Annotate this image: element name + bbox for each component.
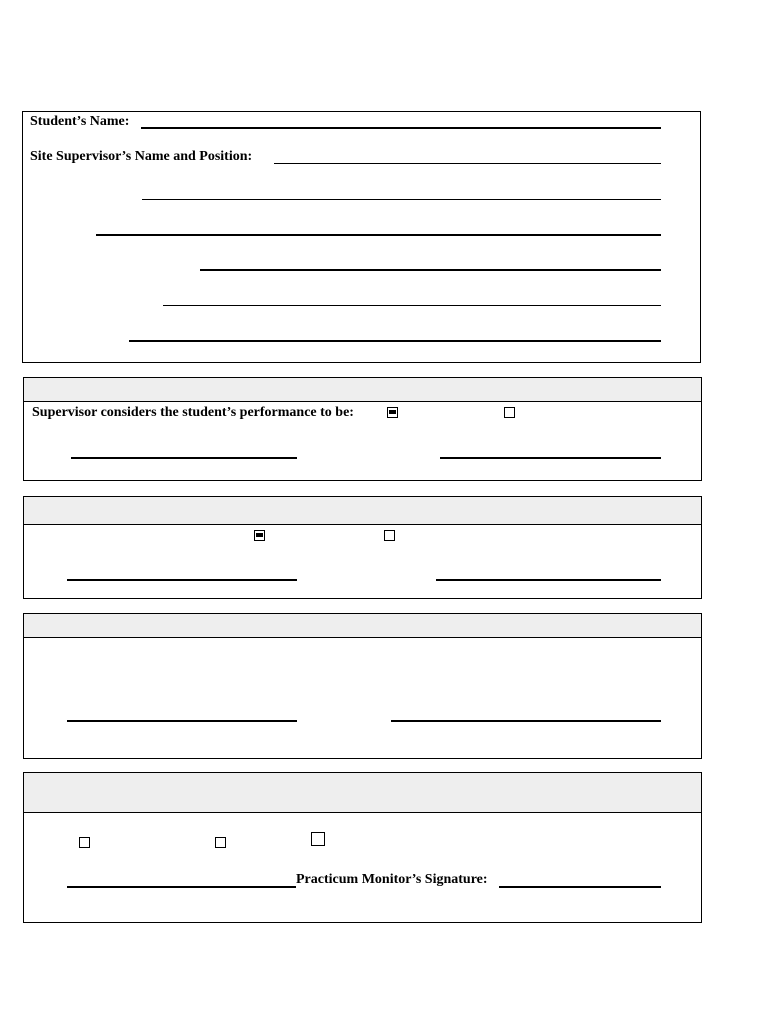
signature-line-left[interactable] [67, 720, 297, 722]
performance-checkbox-2[interactable] [504, 407, 515, 418]
section-header-band [24, 378, 701, 402]
student-name-field[interactable] [141, 127, 661, 129]
section-four-box [23, 613, 702, 759]
practicum-monitor-signature-label: Practicum Monitor’s Signature: [296, 872, 488, 887]
student-info-box [22, 111, 701, 363]
signature-line-left[interactable] [71, 457, 297, 459]
signature-line-left[interactable] [67, 886, 296, 888]
info-field-line-4[interactable] [96, 234, 661, 236]
supervisor-name-field[interactable] [274, 163, 661, 164]
section-header-band [24, 497, 701, 525]
info-field-line-7[interactable] [129, 340, 661, 342]
info-field-line-6[interactable] [163, 305, 661, 306]
date-line-right[interactable] [440, 457, 661, 459]
section-header-band [24, 773, 701, 813]
date-line-right[interactable] [391, 720, 661, 722]
info-field-line-5[interactable] [200, 269, 661, 271]
student-name-label: Student’s Name: [30, 114, 130, 129]
supervisor-name-label: Site Supervisor’s Name and Position: [30, 149, 253, 164]
practicum-monitor-box [23, 772, 702, 923]
final-checkbox-1[interactable] [79, 837, 90, 848]
performance-checkbox-1[interactable] [387, 407, 398, 418]
section-header-band [24, 614, 701, 638]
supervisor-evaluation-box [23, 377, 702, 481]
performance-label: Supervisor considers the student’s performance to be: [32, 405, 354, 420]
section-three-checkbox-1[interactable] [254, 530, 265, 541]
section-three-checkbox-2[interactable] [384, 530, 395, 541]
signature-line-left[interactable] [67, 579, 297, 581]
practicum-monitor-signature-line[interactable] [499, 886, 661, 888]
final-checkbox-3[interactable] [311, 832, 325, 846]
date-line-right[interactable] [436, 579, 661, 581]
info-field-line-3[interactable] [142, 199, 661, 200]
section-three-box [23, 496, 702, 599]
final-checkbox-2[interactable] [215, 837, 226, 848]
